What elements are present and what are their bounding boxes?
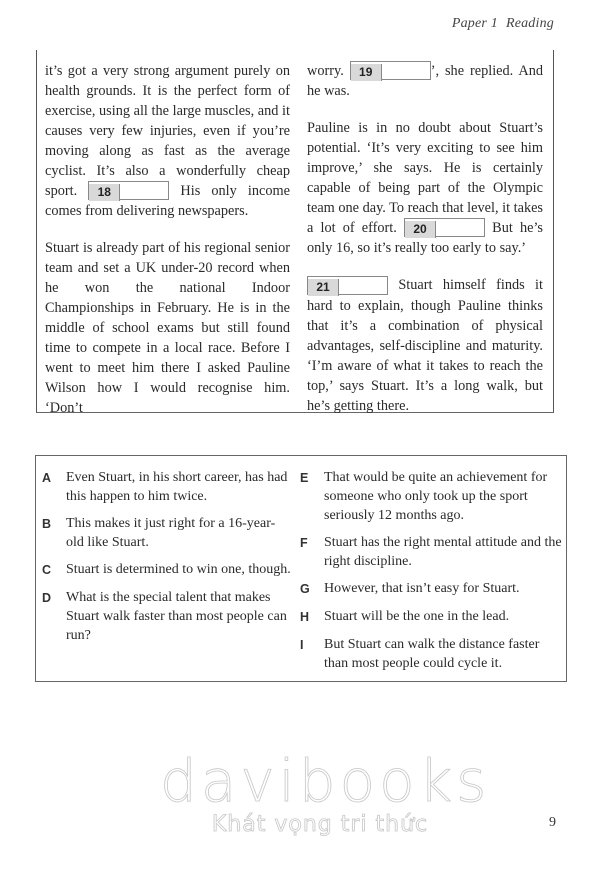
reading-passage-box [36, 50, 554, 417]
answer-gap-20[interactable] [404, 218, 485, 237]
option-letter: I [300, 638, 304, 652]
option-text: This makes it just right for a 16-year-old like Stuart. [66, 516, 276, 550]
page-number: 9 [549, 815, 556, 830]
option-text: But Stuart can walk the distance faster than most people could cycle it. [324, 637, 540, 671]
option-text: Even Stuart, in his short career, has had this happen to him twice. [66, 470, 288, 504]
option-letter: C [42, 563, 52, 577]
option-i [300, 635, 562, 673]
gap-answer-blank[interactable] [382, 62, 430, 79]
option-a [42, 468, 292, 506]
option-letter: G [300, 582, 310, 596]
option-text: Stuart will be the one in the lead. [324, 609, 510, 624]
gap-number: 20 [405, 221, 436, 238]
option-e [300, 468, 562, 525]
options-left-column [42, 468, 292, 653]
passage-paragraph [45, 61, 290, 221]
option-d [42, 588, 292, 645]
passage-text: But he’s only 16, so it’s really too early to say.’ [307, 220, 543, 257]
passage-text: Pauline is in no doubt about Stuart’s potential. ‘It’s very exciting to see him improve,’ she says. He is certainly capable of being part of the Olympic team one day. To reach that level, it takes a lot of effort. [307, 120, 543, 237]
option-letter: A [42, 471, 52, 485]
option-text: That would be quite an achievement for someone who only took up the sport seriously 12 months ago. [324, 470, 548, 523]
gap-answer-blank[interactable] [120, 182, 168, 199]
answer-options-box [35, 455, 567, 682]
answer-gap-18[interactable] [88, 181, 169, 200]
passage-right-column [307, 61, 543, 433]
option-letter: F [300, 536, 308, 550]
option-text: However, that isn’t easy for Stuart. [324, 581, 520, 596]
passage-text: Stuart himself finds it hard to explain, though Pauline thinks that it’s a combination of physical advantages, self-discipline and maturity. ‘I’m aware of what it takes to reach the top,’ says Stuart. It’s a long walk, but he’s getting there. [307, 277, 543, 414]
watermark-slogan: Khát vọng tri thức [211, 812, 429, 837]
passage-text: ’, she replied. And he was. [307, 63, 543, 100]
watermark [160, 747, 491, 837]
option-h [300, 607, 562, 627]
gap-answer-blank[interactable] [339, 277, 387, 294]
passage-text: Stuart is already part of his regional senior team and set a UK under-20 record when he won the national Indoor Championships in February. He is in the middle of school exams but still found time to compete in a local race. Before I went to meet him there I asked Pauline Wilson how I would recognise him. ‘Don’t [45, 240, 290, 417]
answer-gap-21[interactable] [307, 276, 388, 295]
gap-answer-blank[interactable] [436, 219, 484, 236]
option-f [300, 533, 562, 571]
gap-number: 19 [351, 64, 382, 81]
passage-left-column [45, 61, 290, 435]
option-text: Stuart is determined to win one, though. [66, 562, 291, 577]
option-letter: H [300, 610, 310, 624]
paper-label: Paper 1 [451, 16, 498, 31]
option-letter: B [42, 517, 52, 531]
passage-text: worry. [307, 63, 350, 79]
option-text: Stuart has the right mental attitude and the right discipline. [324, 535, 562, 569]
option-letter: E [300, 471, 309, 485]
watermark-brand: davibooks [160, 747, 491, 815]
gap-number: 18 [89, 184, 120, 201]
option-letter: D [42, 591, 52, 605]
gap-number: 21 [308, 279, 339, 296]
option-b [42, 514, 292, 552]
passage-text: it’s got a very strong argument purely on health grounds. It is the perfect form of exercise, using all the large muscles, and it causes very few injuries, even if you’re moving along as fast as the average cyclist. It’s also a wonderfully cheap sport. [45, 63, 290, 199]
page-header [452, 16, 554, 32]
option-c [42, 560, 292, 580]
passage-paragraph [307, 275, 543, 415]
passage-paragraph [45, 238, 290, 418]
options-right-column [300, 468, 562, 681]
passage-paragraph [307, 61, 543, 101]
answer-gap-19[interactable] [350, 61, 431, 80]
option-g [300, 579, 562, 599]
passage-text: His only income comes from delivering newspapers. [45, 183, 290, 220]
passage-paragraph [307, 118, 543, 258]
section-label: Reading [505, 16, 554, 31]
option-text: What is the special talent that makes Stuart walk faster than most people can run? [66, 590, 287, 643]
